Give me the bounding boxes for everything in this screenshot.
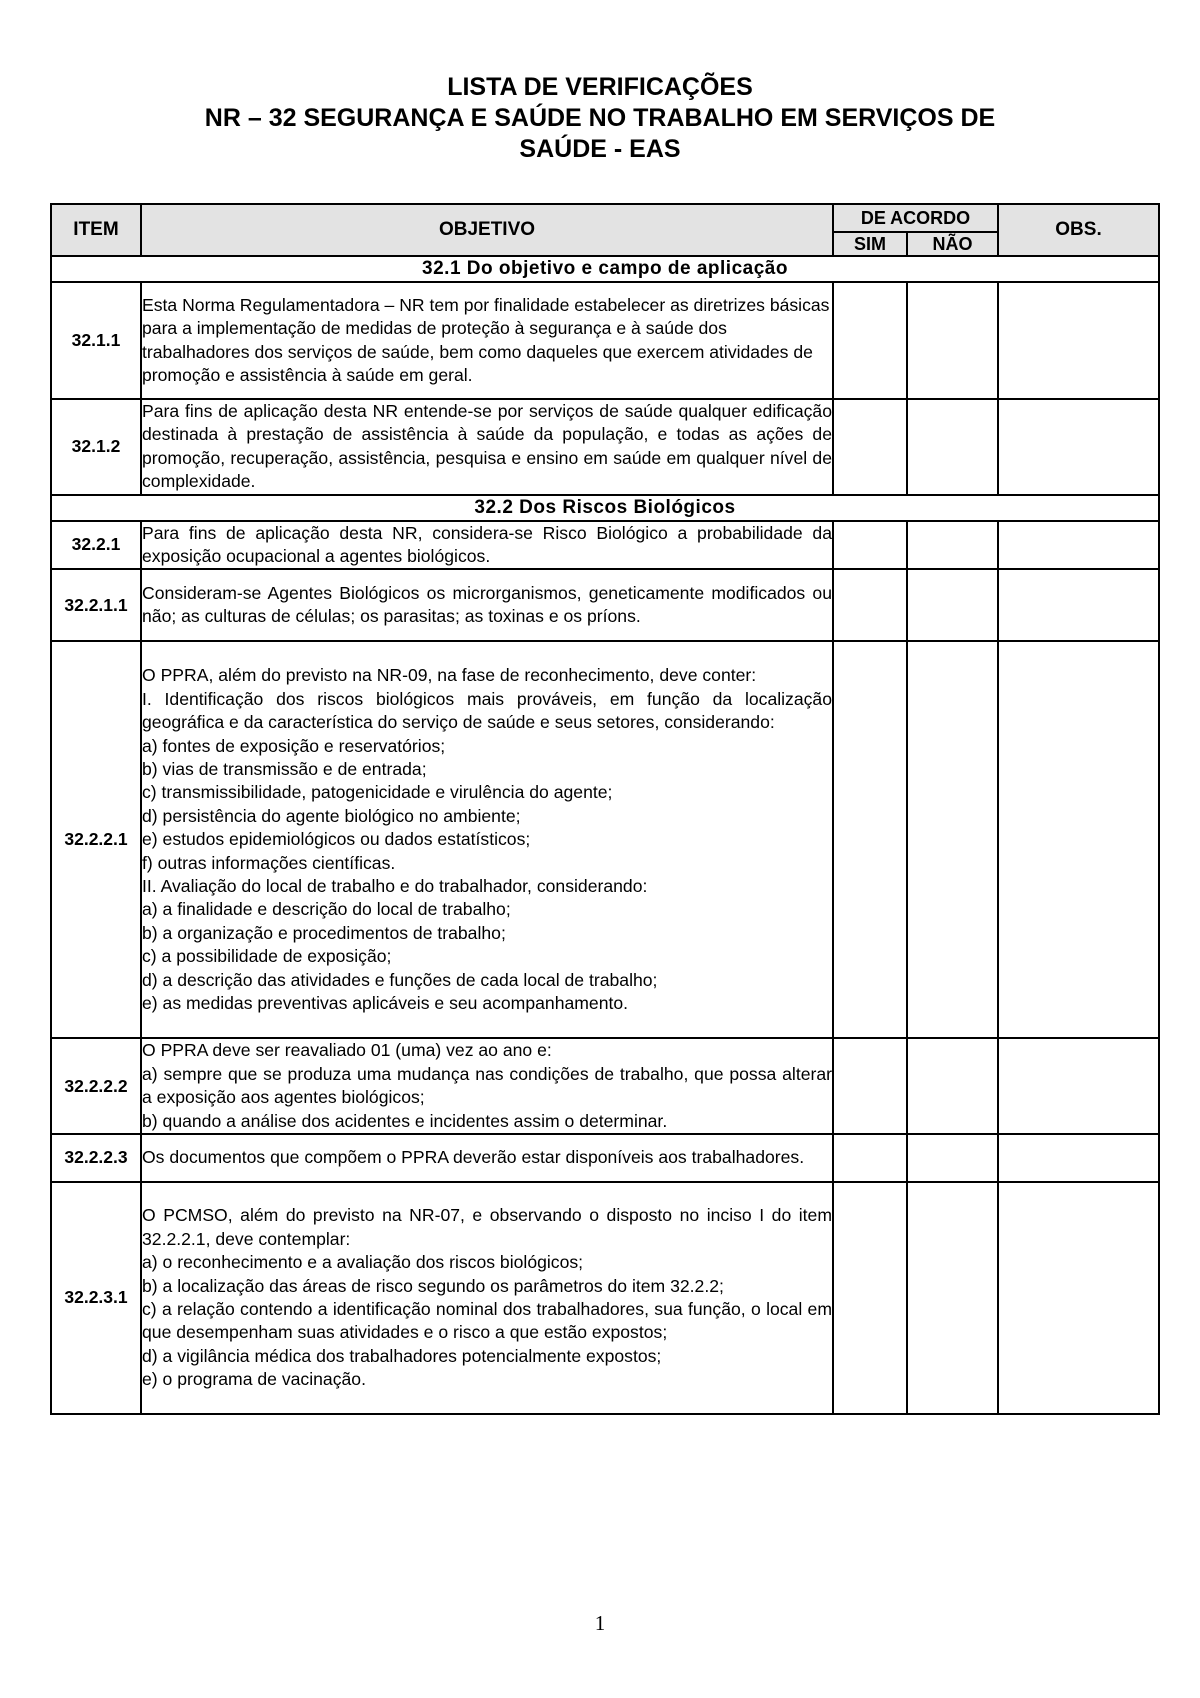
section-heading-row (51, 495, 1159, 521)
item-number: 32.1.2 (51, 399, 141, 495)
obs-cell[interactable] (998, 521, 1159, 570)
nao-cell[interactable] (907, 399, 998, 495)
section-heading-row (51, 256, 1159, 282)
objetivo-line: c) transmissibilidade, patogenicidade e virulência do agente; (142, 782, 613, 803)
header-obs: OBS. (998, 204, 1159, 256)
nao-cell[interactable] (907, 282, 998, 399)
header-nao: NÃO (907, 232, 998, 256)
objetivo-line: e) as medidas preventivas aplicáveis e seu acompanhamento. (142, 993, 629, 1014)
table-row (51, 282, 1159, 399)
sim-cell[interactable] (833, 641, 907, 1038)
obs-cell[interactable] (998, 569, 1159, 641)
objetivo-line: e) o programa de vacinação. (142, 1369, 366, 1390)
title-line-3: SAÚDE - EAS (519, 135, 681, 163)
sim-cell[interactable] (833, 399, 907, 495)
sim-cell[interactable] (833, 569, 907, 641)
table-row (51, 1182, 1159, 1414)
title-line-2: NR – 32 SEGURANÇA E SAÚDE NO TRABALHO EM SERVIÇOS DE (204, 104, 996, 132)
objetivo-text: Consideram-se Agentes Biológicos os microrganismos, geneticamente modificados ou não; as culturas de células; os parasitas; as toxinas e os príons. (141, 569, 833, 641)
header-item: ITEM (51, 204, 141, 256)
objetivo-line: a) fontes de exposição e reservatórios; (142, 735, 446, 756)
objetivo-line: II. Avaliação do local de trabalho e do trabalhador, considerando: (142, 876, 648, 897)
item-number: 32.2.1 (51, 521, 141, 570)
nao-cell[interactable] (907, 569, 998, 641)
obs-cell[interactable] (998, 399, 1159, 495)
table-row (51, 569, 1159, 641)
sim-cell[interactable] (833, 1134, 907, 1182)
objetivo-line: d) a descrição das atividades e funções de cada local de trabalho; (142, 969, 658, 990)
item-number: 32.2.1.1 (51, 569, 141, 641)
table-row (51, 1134, 1159, 1182)
item-number: 32.2.2.1 (51, 641, 141, 1038)
section-heading: 32.1 Do objetivo e campo de aplicação (51, 256, 1159, 282)
nao-cell[interactable] (907, 1134, 998, 1182)
objetivo-line: a) sempre que se produza uma mudança nas condições de trabalho, que possa alterar a exposição aos agentes biológicos; (142, 1063, 832, 1108)
page-number: 1 (594, 1611, 606, 1635)
objetivo-line: O PPRA, além do previsto na NR-09, na fase de reconhecimento, deve conter: (142, 665, 757, 686)
table-row (51, 641, 1159, 1038)
item-number: 32.2.2.2 (51, 1038, 141, 1134)
document-title (0, 72, 1200, 165)
objetivo-line: c) a possibilidade de exposição; (142, 946, 392, 967)
objetivo-line: a) a finalidade e descrição do local de trabalho; (142, 899, 511, 920)
section-heading: 32.2 Dos Riscos Biológicos (51, 495, 1159, 521)
objetivo-text (141, 1182, 833, 1414)
nao-cell[interactable] (907, 641, 998, 1038)
objetivo-line: b) quando a análise dos acidentes e incidentes assim o determinar. (142, 1110, 668, 1131)
objetivo-text: Esta Norma Regulamentadora – NR tem por finalidade estabelecer as diretrizes básicas para a implementação de medidas de proteção à segurança e à saúde dos trabalhadores dos serviços de saúde, bem como daqueles que exercem atividades de promoção e assistência à saúde em geral. (141, 282, 833, 399)
objetivo-text: Os documentos que compõem o PPRA deverão estar disponíveis aos trabalhadores. (141, 1134, 833, 1182)
item-number: 32.1.1 (51, 282, 141, 399)
table-row (51, 1038, 1159, 1134)
obs-cell[interactable] (998, 282, 1159, 399)
objetivo-line: a) o reconhecimento e a avaliação dos riscos biológicos; (142, 1252, 584, 1273)
nao-cell[interactable] (907, 521, 998, 570)
sim-cell[interactable] (833, 1182, 907, 1414)
obs-cell[interactable] (998, 641, 1159, 1038)
objetivo-line: c) a relação contendo a identificação nominal dos trabalhadores, sua função, o local em que desempenham suas atividades e o risco a que estão expostos; (142, 1299, 832, 1343)
objetivo-text: Para fins de aplicação desta NR entende-se por serviços de saúde qualquer edificação destinada à prestação de assistência à saúde da população, e todas as ações de promoção, recuperação, assistência, pesquisa e ensino em saúde em qualquer nível de complexidade. (141, 399, 833, 495)
objetivo-line: b) a organização e procedimentos de trabalho; (142, 922, 506, 943)
header-row (51, 204, 1159, 232)
obs-cell[interactable] (998, 1134, 1159, 1182)
item-number: 32.2.2.3 (51, 1134, 141, 1182)
objetivo-text (141, 641, 833, 1038)
sim-cell[interactable] (833, 521, 907, 570)
objetivo-line: I. Identificação dos riscos biológicos mais prováveis, em função da localização geográfica e da característica do serviço de saúde e seus setores, considerando: (142, 688, 832, 733)
sim-cell[interactable] (833, 282, 907, 399)
obs-cell[interactable] (998, 1182, 1159, 1414)
header-sim: SIM (833, 232, 907, 256)
sim-cell[interactable] (833, 1038, 907, 1134)
objetivo-text: Para fins de aplicação desta NR, considera-se Risco Biológico a probabilidade da exposição ocupacional a agentes biológicos. (141, 521, 833, 570)
objetivo-text (141, 1038, 833, 1134)
item-number: 32.2.3.1 (51, 1182, 141, 1414)
objetivo-line: e) estudos epidemiológicos ou dados estatísticos; (142, 829, 531, 850)
objetivo-line: f) outras informações científicas. (142, 852, 396, 873)
nao-cell[interactable] (907, 1038, 998, 1134)
table-row (51, 399, 1159, 495)
header-objetivo: OBJETIVO (141, 204, 833, 256)
objetivo-line: O PPRA deve ser reavaliado 01 (uma) vez ao ano e: (142, 1040, 552, 1061)
objetivo-line: O PCMSO, além do previsto na NR-07, e observando o disposto no inciso I do item 32.2.2.1, deve contemplar: (142, 1205, 832, 1249)
nao-cell[interactable] (907, 1182, 998, 1414)
objetivo-line: b) vias de transmissão e de entrada; (142, 759, 427, 780)
header-de-acordo: DE ACORDO (833, 204, 998, 232)
title-line-1: LISTA DE VERIFICAÇÕES (447, 73, 753, 101)
table-row (51, 521, 1159, 570)
objetivo-line: b) a localização das áreas de risco segundo os parâmetros do item 32.2.2; (142, 1275, 724, 1296)
obs-cell[interactable] (998, 1038, 1159, 1134)
checklist-table (50, 203, 1160, 1415)
objetivo-line: d) a vigilância médica dos trabalhadores potencialmente expostos; (142, 1345, 662, 1366)
objetivo-line: d) persistência do agente biológico no ambiente; (142, 805, 521, 826)
